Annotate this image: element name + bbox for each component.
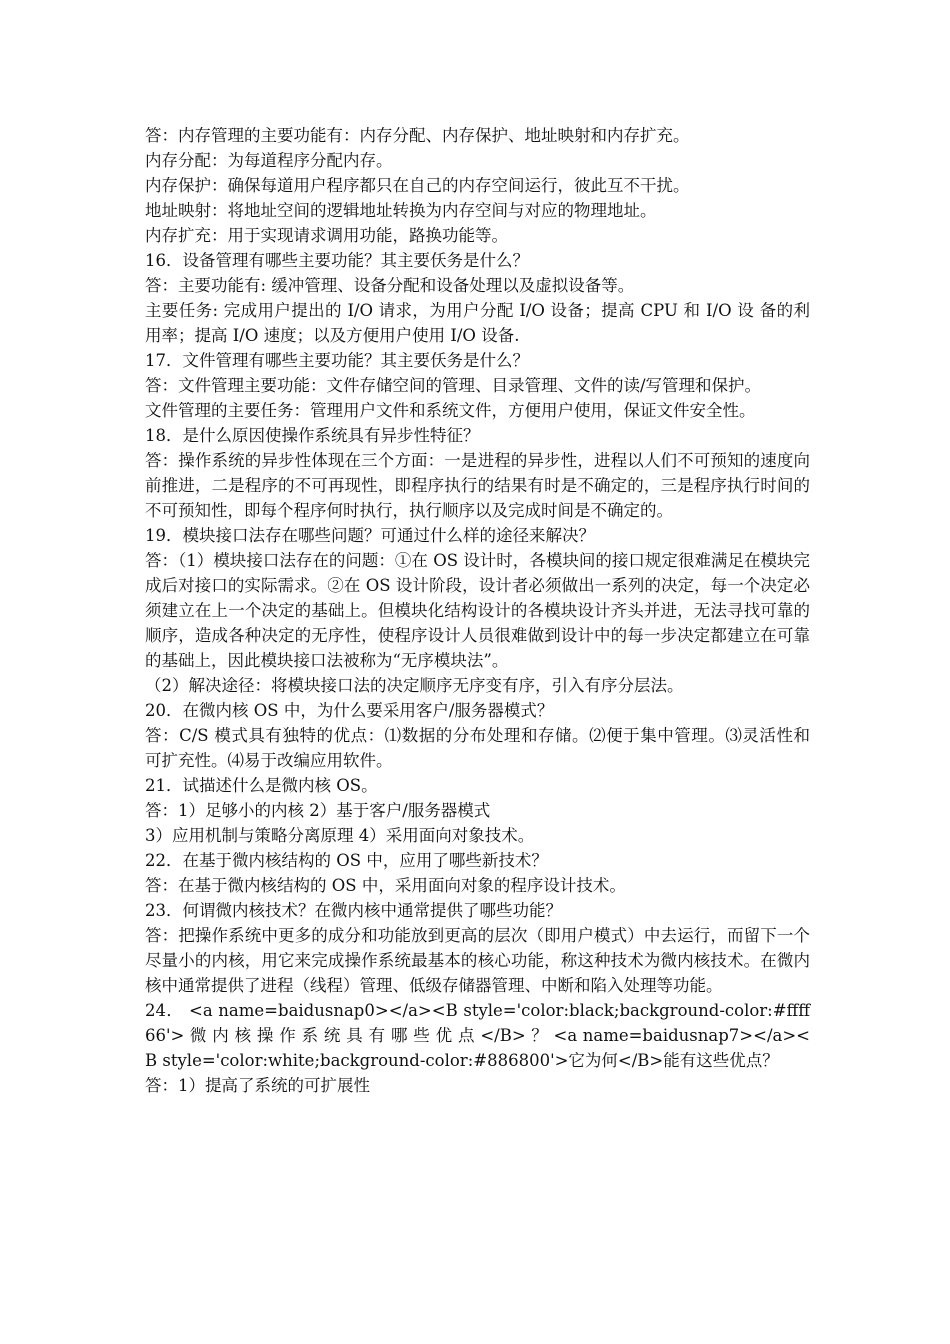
paragraph: （2）解决途径：将模块接口法的决定顺序无序变有序，引入有序分层法。 <box>145 676 684 695</box>
question-heading: 17．文件管理有哪些主要功能？其主要仸务是什么？ <box>145 351 529 370</box>
question-heading: 22．在基于微内核结构的 OS 中，应用了哪些新技术？ <box>145 851 548 870</box>
question-heading: 18．是什么原因使操作系统具有异步性特征？ <box>145 426 480 445</box>
paragraph: 主要任务: 完成用户提出的 I/O 请求，为用户分配 I/O 设备；提高 CPU 和 I/O 设 备的利用率；提高 I/O 速度；以及方便用户使用 I/O 设备. <box>145 301 810 345</box>
paragraph: 答：内存管理的主要功能有：内存分配、内存保护、地址映射和内存扩充。 <box>145 126 690 145</box>
question-heading: 23．何谓微内核技术？在微内核中通常提供了哪些功能？ <box>145 901 562 920</box>
paragraph: 答：把操作系统中更多的成分和功能放到更高的层次（即用户模式）中去运行，而留下一个尽量小的内核，用它来完成操作系统最基本的核心功能，称这种技术为微内核技术。在微内核中通常提供了进程（线程）管理、低级存储器管理、中断和陷入处理等功能。 <box>145 926 810 995</box>
question-heading: 21．试描述什么是微内核 OS。 <box>145 776 378 795</box>
paragraph: 答：文件管理主要功能：文件存储空间的管理、目录管理、文件的读/写管理和保护。 <box>145 376 762 395</box>
paragraph: 3）应用机制与策略分离原理 4）采用面向对象技术。 <box>145 826 535 845</box>
paragraph: 内存保护：确保每道用户程序都只在自己的内存空间运行，彼此互不干扰。 <box>145 176 690 195</box>
question-heading: 24． <a name=baidusnap0></a><B style='color:black;background-color:#ffff66'> 微 内 核 操 作 系 统 具 有 哪 些 优 点 </B> ？ <a name=baidusnap7></a><B style='color:white;background-color:#886800'>它为何</B>能有这些优点？ <box>145 1001 810 1070</box>
paragraph: 答：主要功能有: 缓冲管理、设备分配和设备处理以及虚拟设备等。 <box>145 276 635 295</box>
question-heading: 20．在微内核 OS 中，为什么要采用客户/服务器模式？ <box>145 701 554 720</box>
paragraph: 答：操作系统的异步性体现在三个方面：一是进程的异步性，进程以人们不可预知的速度向 前推进，二是程序的不可再现性，即程序执行的结果有时是不确定的，三是程序执行时间的不可预知性，即每个程序何时执行，执行顺序以及完成时间是不确定的。 <box>145 451 810 520</box>
paragraph: 地址映射：将地址空间的逻辑地址转换为内存空间与对应的物理地址。 <box>145 201 657 220</box>
question-heading: 19．模块接口法存在哪些问题？可通过什么样的途径来解决？ <box>145 526 595 545</box>
paragraph: 答：（1）模块接口法存在的问题：①在 OS 设计时，各模块间的接口规定很难满足在模块完成后对接口的实际需求。②在 OS 设计阶段，设计者必须做出一系列的决定，每一个决定必须建立在上一个决定的基础上。但模块化结构设计的各模块设计齐头并进，无法寻找可靠的顺序，造成各种决定的无序性，使程序设计人员很难做到设计中的每一步决定都建立在可靠的基础上，因此模块接口法被称为“无序模块法”。 <box>145 551 810 670</box>
question-heading: 16．设备管理有哪些主要功能？其主要仸务是什么？ <box>145 251 529 270</box>
paragraph: 文件管理的主要任务：管理用户文件和系统文件，方便用户使用，保证文件安全性。 <box>145 401 756 420</box>
paragraph: 内存扩充：用于实现请求调用功能，路换功能等。 <box>145 226 508 245</box>
paragraph: 答：在基于微内核结构的 OS 中，采用面向对象的程序设计技术。 <box>145 876 626 895</box>
document-page <box>145 123 810 1098</box>
paragraph: 答：1）足够小的内核 2）基于客户/服务器模式 <box>145 801 491 820</box>
paragraph: 内存分配：为每道程序分配内存。 <box>145 151 393 170</box>
paragraph: 答：C/S 模式具有独特的优点：⑴数据的分布处理和存储。⑵便于集中管理。⑶灵活性和 可扩充性。⑷易于改编应用软件。 <box>145 726 810 770</box>
paragraph: 答：1）提高了系统的可扩展性 <box>145 1076 370 1095</box>
